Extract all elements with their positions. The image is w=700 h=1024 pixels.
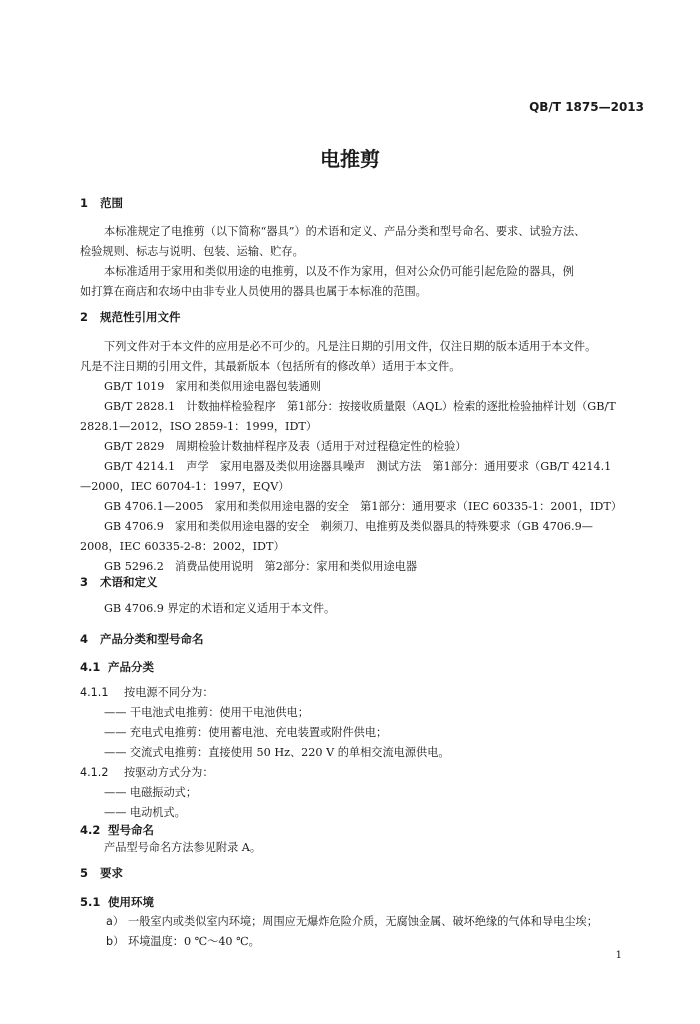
section-1-body [80, 222, 650, 302]
list-item: —— 电动机式。 [104, 806, 186, 819]
list-item: 一般室内或类似室内环境；周围应无爆炸危险介质，无腐蚀金属、破坏绝缘的气体和导电尘埃； [128, 915, 598, 928]
reference-item: GB/T 2828.1 计数抽样检验程序 第1部分：按接收质量限（AQL）检索的逐批检验抽样计划（GB/T [104, 400, 616, 413]
reference-item: GB 4706.1—2005 家用和类似用途电器的安全 第1部分：通用要求（IEC 60335-1：2001，IDT） [104, 500, 623, 513]
reference-item: GB 5296.2 消费品使用说明 第2部分：家用和类似用途电器 [104, 560, 418, 573]
paragraph-line: 产品型号命名方法参见附录 A。 [104, 841, 262, 854]
paragraph-line: 本标准适用于家用和类似用途的电推剪，以及不作为家用，但对公众仍可能引起危险的器具，例 [104, 265, 574, 278]
subsection-title: 使用环境 [108, 895, 154, 909]
subsection-5-1-heading [80, 892, 650, 912]
list-item: 环境温度：0 ℃～40 ℃。 [128, 935, 260, 948]
section-title: 规范性引用文件 [100, 310, 181, 324]
section-number: 4 [80, 632, 89, 646]
list-item: —— 干电池式电推剪：使用干电池供电； [104, 706, 309, 719]
paragraph-line: 如打算在商店和农场中由非专业人员使用的器具也属于本标准的范围。 [80, 285, 427, 298]
subsection-4-1-1 [80, 683, 650, 763]
subsection-4-1-heading [80, 657, 650, 677]
reference-item-continued: 2008，IEC 60335-2-8：2002，IDT） [80, 540, 285, 553]
section-5-heading [80, 863, 650, 883]
clause-number: 4.1.1 [80, 686, 109, 699]
clause-number: 4.1.2 [80, 766, 109, 779]
reference-item: GB 4706.9 家用和类似用途电器的安全 剃须刀、电推剪及类似器具的特殊要求（GB 4706.9— [104, 520, 593, 533]
section-3-body [80, 599, 650, 619]
subsection-number: 4.1 [80, 660, 101, 674]
list-label: b） [106, 935, 125, 948]
section-2-body [80, 337, 650, 577]
list-label: a） [106, 915, 125, 928]
reference-item: GB/T 1019 家用和类似用途电器包装通则 [104, 380, 322, 393]
list-item: —— 交流式电推剪：直接使用 50 Hz、220 V 的单相交流电源供电。 [104, 746, 450, 759]
subsection-title: 产品分类 [108, 660, 154, 674]
subsection-5-1-list [80, 912, 650, 952]
section-number: 5 [80, 866, 89, 880]
section-title: 要求 [100, 866, 123, 880]
section-3-heading [80, 572, 650, 592]
section-number: 2 [80, 310, 89, 324]
subsection-4-2-body [80, 838, 650, 858]
paragraph-line: 本标准规定了电推剪（以下简称“器具”）的术语和定义、产品分类和型号命名、要求、试验方法、 [104, 225, 586, 238]
list-item: —— 充电式电推剪：使用蓄电池、充电装置或附件供电； [104, 726, 388, 739]
subsection-title: 型号命名 [108, 823, 154, 837]
section-title: 范围 [100, 196, 123, 210]
section-number: 1 [80, 196, 89, 210]
section-title: 术语和定义 [100, 575, 158, 589]
clause-text: 按电源不同分为： [124, 686, 214, 699]
reference-item: GB/T 2829 周期检验计数抽样程序及表（适用于对过程稳定性的检验） [104, 440, 467, 453]
standard-code: QB/T 1875—2013 [529, 100, 644, 114]
section-1-heading [80, 193, 650, 213]
clause-text: 按驱动方式分为： [124, 766, 214, 779]
page-number: 1 [615, 950, 622, 961]
section-number: 3 [80, 575, 89, 589]
subsection-number: 5.1 [80, 895, 101, 909]
paragraph-line: 检验规则、标志与说明、包装、运输、贮存。 [80, 245, 304, 258]
section-2-heading [80, 307, 650, 327]
section-title: 产品分类和型号命名 [100, 632, 204, 646]
document-title: 电推剪 [320, 147, 380, 171]
reference-item: GB/T 4214.1 声学 家用电器及类似用途器具噪声 测试方法 第1部分：通用要求（GB/T 4214.1 [104, 460, 612, 473]
section-4-heading [80, 629, 650, 649]
list-item: —— 电磁振动式； [104, 786, 198, 799]
subsection-4-1-2 [80, 763, 650, 823]
subsection-4-2-heading [80, 820, 650, 840]
paragraph-line: GB 4706.9 界定的术语和定义适用于本文件。 [104, 602, 336, 615]
paragraph-line: 下列文件对于本文件的应用是必不可少的。凡是注日期的引用文件，仅注日期的版本适用于本文件。 [104, 340, 597, 353]
reference-item-continued: 2828.1—2012，ISO 2859-1：1999，IDT） [80, 420, 318, 433]
paragraph-line: 凡是不注日期的引用文件，其最新版本（包括所有的修改单）适用于本文件。 [80, 360, 461, 373]
subsection-number: 4.2 [80, 823, 101, 837]
reference-item-continued: —2000，IEC 60704-1：1997，EQV） [80, 480, 290, 493]
